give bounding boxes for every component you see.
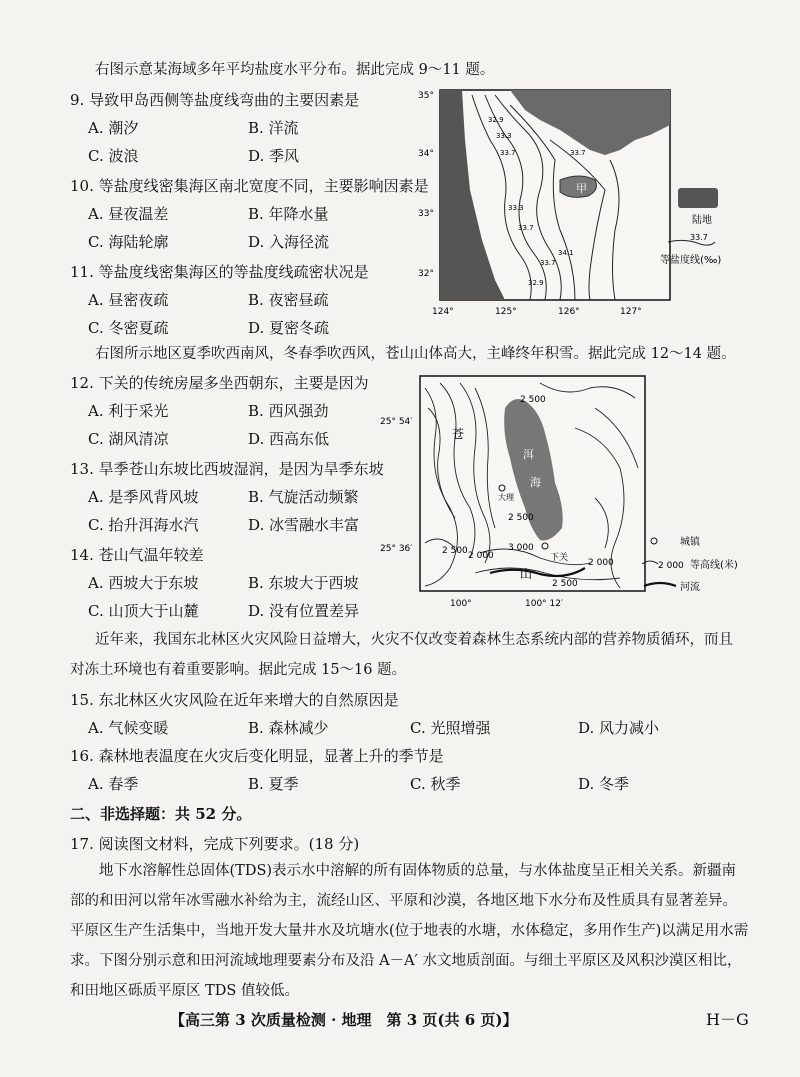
lat-label: 25° 54′ <box>380 417 413 427</box>
isoline-label: 34.1 <box>558 249 574 257</box>
question-17-material: 地下水溶解性总固体(TDS)表示水中溶解的所有固体物质的总量，与水体盐度呈正相关关系。新疆南部的和田河以常年冰雪融水补给为主，流经山区、平原和沙漠，各地区地下水分布及性质具有显著差异。平原区生产生活集中，当地开发大量井水及坑塘水(位于地表的水塘，水体稳定，多用作生产)以满足用水需求。下图分别示意和田河流域地理要素分布及沿 A－A′ 水文地质剖面。与细土平原区及风积沙漠区相比，和田地区砾质平原区 TDS 值较低。 <box>70 863 749 999</box>
option[interactable]: D. 冬季 <box>578 775 630 793</box>
erhai-map <box>380 368 770 618</box>
option[interactable]: C. 波浪 <box>88 147 139 165</box>
option[interactable]: B. 西风强劲 <box>248 402 329 420</box>
contour-label: 2 500 <box>520 395 546 405</box>
question-13-stem: 13. 旱季苍山东坡比西坡湿润，是因为旱季东坡 <box>70 460 384 478</box>
legend-river-label: 河流 <box>680 582 700 593</box>
option[interactable]: C. 抬升洱海水汽 <box>88 516 199 534</box>
lat-label: 34° <box>418 149 434 159</box>
town-marker <box>542 543 548 549</box>
contour-label: 2 000 <box>468 551 494 561</box>
town-label: 大理 <box>498 493 514 502</box>
lake-char: 海 <box>530 476 541 489</box>
section3-intro-line1: 近年来，我国东北林区火灾风险日益增大，火灾不仅改变着森林生态系统内部的营养物质循环，而且 <box>95 632 733 648</box>
lon-label: 126° <box>558 307 580 317</box>
contour-label: 2 500 <box>442 546 468 556</box>
question-11-stem: 11. 等盐度线密集海区的等盐度线疏密状况是 <box>70 263 369 281</box>
lat-label: 32° <box>418 269 434 279</box>
question-9-stem: 9. 导致甲岛西侧等盐度线弯曲的主要因素是 <box>70 91 360 109</box>
lon-label: 100° <box>450 599 472 609</box>
legend-contour-label: 等高线(米) <box>690 560 738 571</box>
legend-river-line <box>644 583 676 586</box>
option[interactable]: A. 利于采光 <box>88 402 169 420</box>
lon-label: 124° <box>432 307 454 317</box>
legend-contour-value: 2 000 <box>658 561 684 571</box>
option[interactable]: A. 潮汐 <box>88 119 139 137</box>
isoline-label: 33.7 <box>518 224 534 232</box>
isoline-label: 32.9 <box>528 279 544 287</box>
lat-label: 25° 36′ <box>380 544 413 554</box>
footer-code: H－G <box>706 1010 749 1029</box>
section2-intro: 右图所示地区夏季吹西南风，冬春季吹西风，苍山山体高大，主峰终年积雪。据此完成 12～14 题。 <box>95 346 736 362</box>
option[interactable]: C. 光照增强 <box>410 719 491 737</box>
option[interactable]: B. 气旋活动频繁 <box>248 488 359 506</box>
lat-label: 35° <box>418 91 434 101</box>
legend-isoline-value: 33.7 <box>690 233 708 242</box>
lat-label: 33° <box>418 209 434 219</box>
lon-label: 100° 12′ <box>525 599 564 609</box>
option[interactable]: A. 昼密夜疏 <box>88 291 169 309</box>
option[interactable]: A. 西坡大于东坡 <box>88 574 199 592</box>
option[interactable]: C. 冬密夏疏 <box>88 319 169 337</box>
option[interactable]: A. 昼夜温差 <box>88 205 169 223</box>
legend-town-label: 城镇 <box>680 537 700 548</box>
option[interactable]: B. 年降水量 <box>248 205 329 223</box>
option[interactable]: A. 气候变暖 <box>88 719 169 737</box>
contour-label: 3 000 <box>508 543 534 553</box>
mountain-char: 苍 <box>452 427 465 441</box>
option[interactable]: C. 海陆轮廓 <box>88 233 169 251</box>
option[interactable]: D. 没有位置差异 <box>248 602 360 620</box>
option[interactable]: B. 东坡大于西坡 <box>248 574 359 592</box>
option[interactable]: B. 洋流 <box>248 119 299 137</box>
isoline-label: 33.3 <box>508 204 524 212</box>
part2-heading: 二、非选择题：共 52 分。 <box>70 805 252 823</box>
legend-land-label: 陆地 <box>692 215 712 226</box>
contour-label: 2 500 <box>552 579 578 589</box>
lon-label: 125° <box>495 307 517 317</box>
option[interactable]: C. 山顶大于山麓 <box>88 602 199 620</box>
isoline-label: 33.7 <box>500 149 516 157</box>
option[interactable]: A. 是季风背风坡 <box>88 488 199 506</box>
option[interactable]: C. 湖风清凉 <box>88 430 169 448</box>
isoline-label: 33.7 <box>540 259 556 267</box>
section1-intro: 右图示意某海域多年平均盐度水平分布。据此完成 9～11 题。 <box>95 62 495 78</box>
option[interactable]: D. 入海径流 <box>248 233 330 251</box>
option[interactable]: D. 冰雪融水丰富 <box>248 516 360 534</box>
town-label: 下关 <box>550 553 569 563</box>
legend-land-swatch <box>678 188 718 208</box>
legend-town-marker <box>651 538 657 544</box>
option[interactable]: B. 森林减少 <box>248 719 329 737</box>
salinity-map <box>410 80 770 325</box>
question-17-stem: 17. 阅读图文材料，完成下列要求。(18 分) <box>70 835 360 853</box>
section3-intro-line2: 对冻土环境也有着重要影响。据此完成 15～16 题。 <box>70 662 407 678</box>
town-marker <box>499 485 505 491</box>
option[interactable]: B. 夜密昼疏 <box>248 291 329 309</box>
option[interactable]: D. 西高东低 <box>248 430 330 448</box>
island-label: 甲 <box>576 182 587 195</box>
isoline-label: 32.9 <box>488 116 504 124</box>
question-16-stem: 16. 森林地表温度在火灾后变化明显，显著上升的季节是 <box>70 747 444 765</box>
question-10-stem: 10. 等盐度线密集海区南北宽度不同，主要影响因素是 <box>70 177 429 195</box>
option[interactable]: C. 秋季 <box>410 775 461 793</box>
contour-label: 2 000 <box>588 558 614 568</box>
option[interactable]: A. 春季 <box>88 775 139 793</box>
question-12-stem: 12. 下关的传统房屋多坐西朝东，主要是因为 <box>70 374 369 392</box>
isoline-label: 33.3 <box>496 132 512 140</box>
contour-label: 2 500 <box>508 513 534 523</box>
lake-char: 洱 <box>523 448 534 461</box>
question-14-stem: 14. 苍山气温年较差 <box>70 546 204 564</box>
isoline-label: 33.7 <box>570 149 586 157</box>
option[interactable]: D. 季风 <box>248 147 300 165</box>
legend-isoline-label: 等盐度线(‰) <box>660 255 722 266</box>
option[interactable]: D. 风力减小 <box>578 719 660 737</box>
question-15-stem: 15. 东北林区火灾风险在近年来增大的自然原因是 <box>70 691 399 709</box>
mountain-char: 山 <box>520 567 533 581</box>
footer-title: 【高三第 3 次质量检测 · 地理 第 3 页(共 6 页)】 <box>170 1011 518 1029</box>
lon-label: 127° <box>620 307 642 317</box>
option[interactable]: B. 夏季 <box>248 775 299 793</box>
option[interactable]: D. 夏密冬疏 <box>248 319 330 337</box>
